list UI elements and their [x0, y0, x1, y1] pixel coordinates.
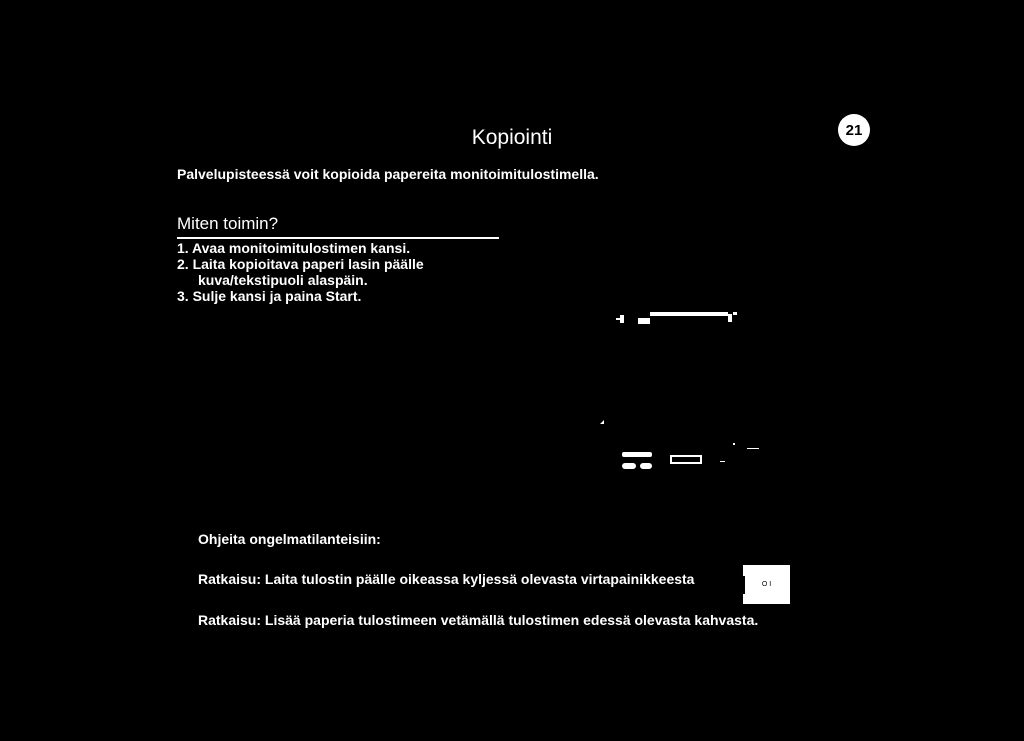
howto-heading: Miten toimin? [177, 214, 499, 239]
step-text: 3. Sulje kansi ja paina Start. [177, 288, 362, 304]
step-item [177, 240, 424, 256]
printer-image [600, 300, 780, 490]
steps-list [177, 240, 424, 304]
solution-power-on: Ratkaisu: Laita tulostin päälle oikeassa kyljessä olevasta virtapainikkeesta [198, 571, 695, 587]
step-text: 2. Laita kopioitava paperi lasin päälle [177, 256, 424, 272]
page-number-badge: 21 [838, 114, 870, 146]
page-title: Kopiointi [471, 126, 553, 149]
step-text-continued: kuva/tekstipuoli alaspäin. [198, 272, 368, 288]
troubleshooting-heading: Ohjeita ongelmatilanteisiin: [198, 531, 381, 547]
step-text: 1. Avaa monitoimitulostimen kansi. [177, 240, 411, 256]
power-switch-icon [743, 565, 790, 604]
switch-label: O I [761, 581, 772, 588]
intro-text: Palvelupisteessä voit kopioida papereita monitoimitulostimella. [177, 166, 599, 182]
switch-notch [739, 576, 745, 594]
solution-add-paper: Ratkaisu: Lisää paperia tulostimeen vetämällä tulostimen edessä olevasta kahvasta. [198, 612, 759, 628]
step-item [177, 256, 424, 288]
step-item [177, 288, 424, 304]
